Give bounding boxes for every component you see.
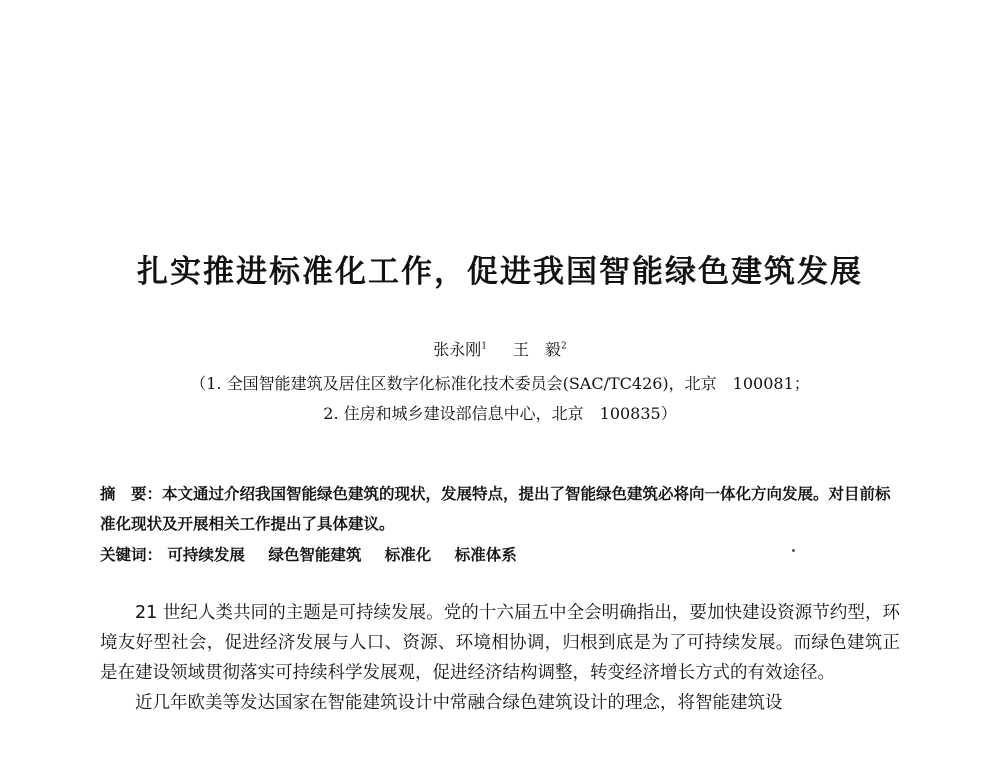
abstract bbox=[100, 479, 900, 539]
author-name: 王 毅 bbox=[513, 340, 562, 359]
keywords-label: 关键词： bbox=[100, 546, 163, 564]
abstract-text: 本文通过介绍我国智能绿色建筑的现状，发展特点，提出了智能绿色建筑必将向一体化方向发展。对目前标准化现状及开展相关工作提出了具体建议。 bbox=[100, 484, 891, 533]
paper-title: 扎实推进标准化工作，促进我国智能绿色建筑发展 bbox=[137, 254, 863, 290]
body-paragraph: 近几年欧美等发达国家在智能建筑设计中常融合绿色建筑设计的理念，将智能建筑设 bbox=[135, 693, 783, 713]
affiliation-line: 2. 住房和城乡建设部信息中心，北京 100835） bbox=[323, 404, 677, 423]
keywords bbox=[100, 540, 900, 570]
abstract-label: 摘 要： bbox=[100, 485, 163, 503]
keyword: 标准体系 bbox=[454, 545, 517, 564]
author-name: 张永刚 bbox=[433, 340, 482, 359]
affiliation-line: （1. 全国智能建筑及居住区数字化标准化技术委员会(SAC/TC426)，北京 100081； bbox=[190, 374, 810, 393]
scan-speck bbox=[792, 549, 795, 552]
keyword: 标准化 bbox=[384, 545, 432, 564]
keyword: 可持续发展 bbox=[167, 545, 245, 564]
author-affiliation-mark: 1 bbox=[481, 341, 487, 352]
author-line bbox=[0, 338, 1000, 362]
body-text bbox=[100, 598, 900, 718]
author-affiliation-mark: 2 bbox=[561, 341, 567, 352]
keyword: 绿色智能建筑 bbox=[268, 545, 362, 564]
body-paragraph: 21 世纪人类共同的主题是可持续发展。党的十六届五中全会明确指出，要加快建设资源节约型，环境友好型社会，促进经济发展与人口、资源、环境相协调，归根到底是为了可持续发展。而绿色建筑正是在建设领域贯彻落实可持续科学发展观，促进经济结构调整，转变经济增长方式的有效途径。 bbox=[100, 603, 900, 683]
